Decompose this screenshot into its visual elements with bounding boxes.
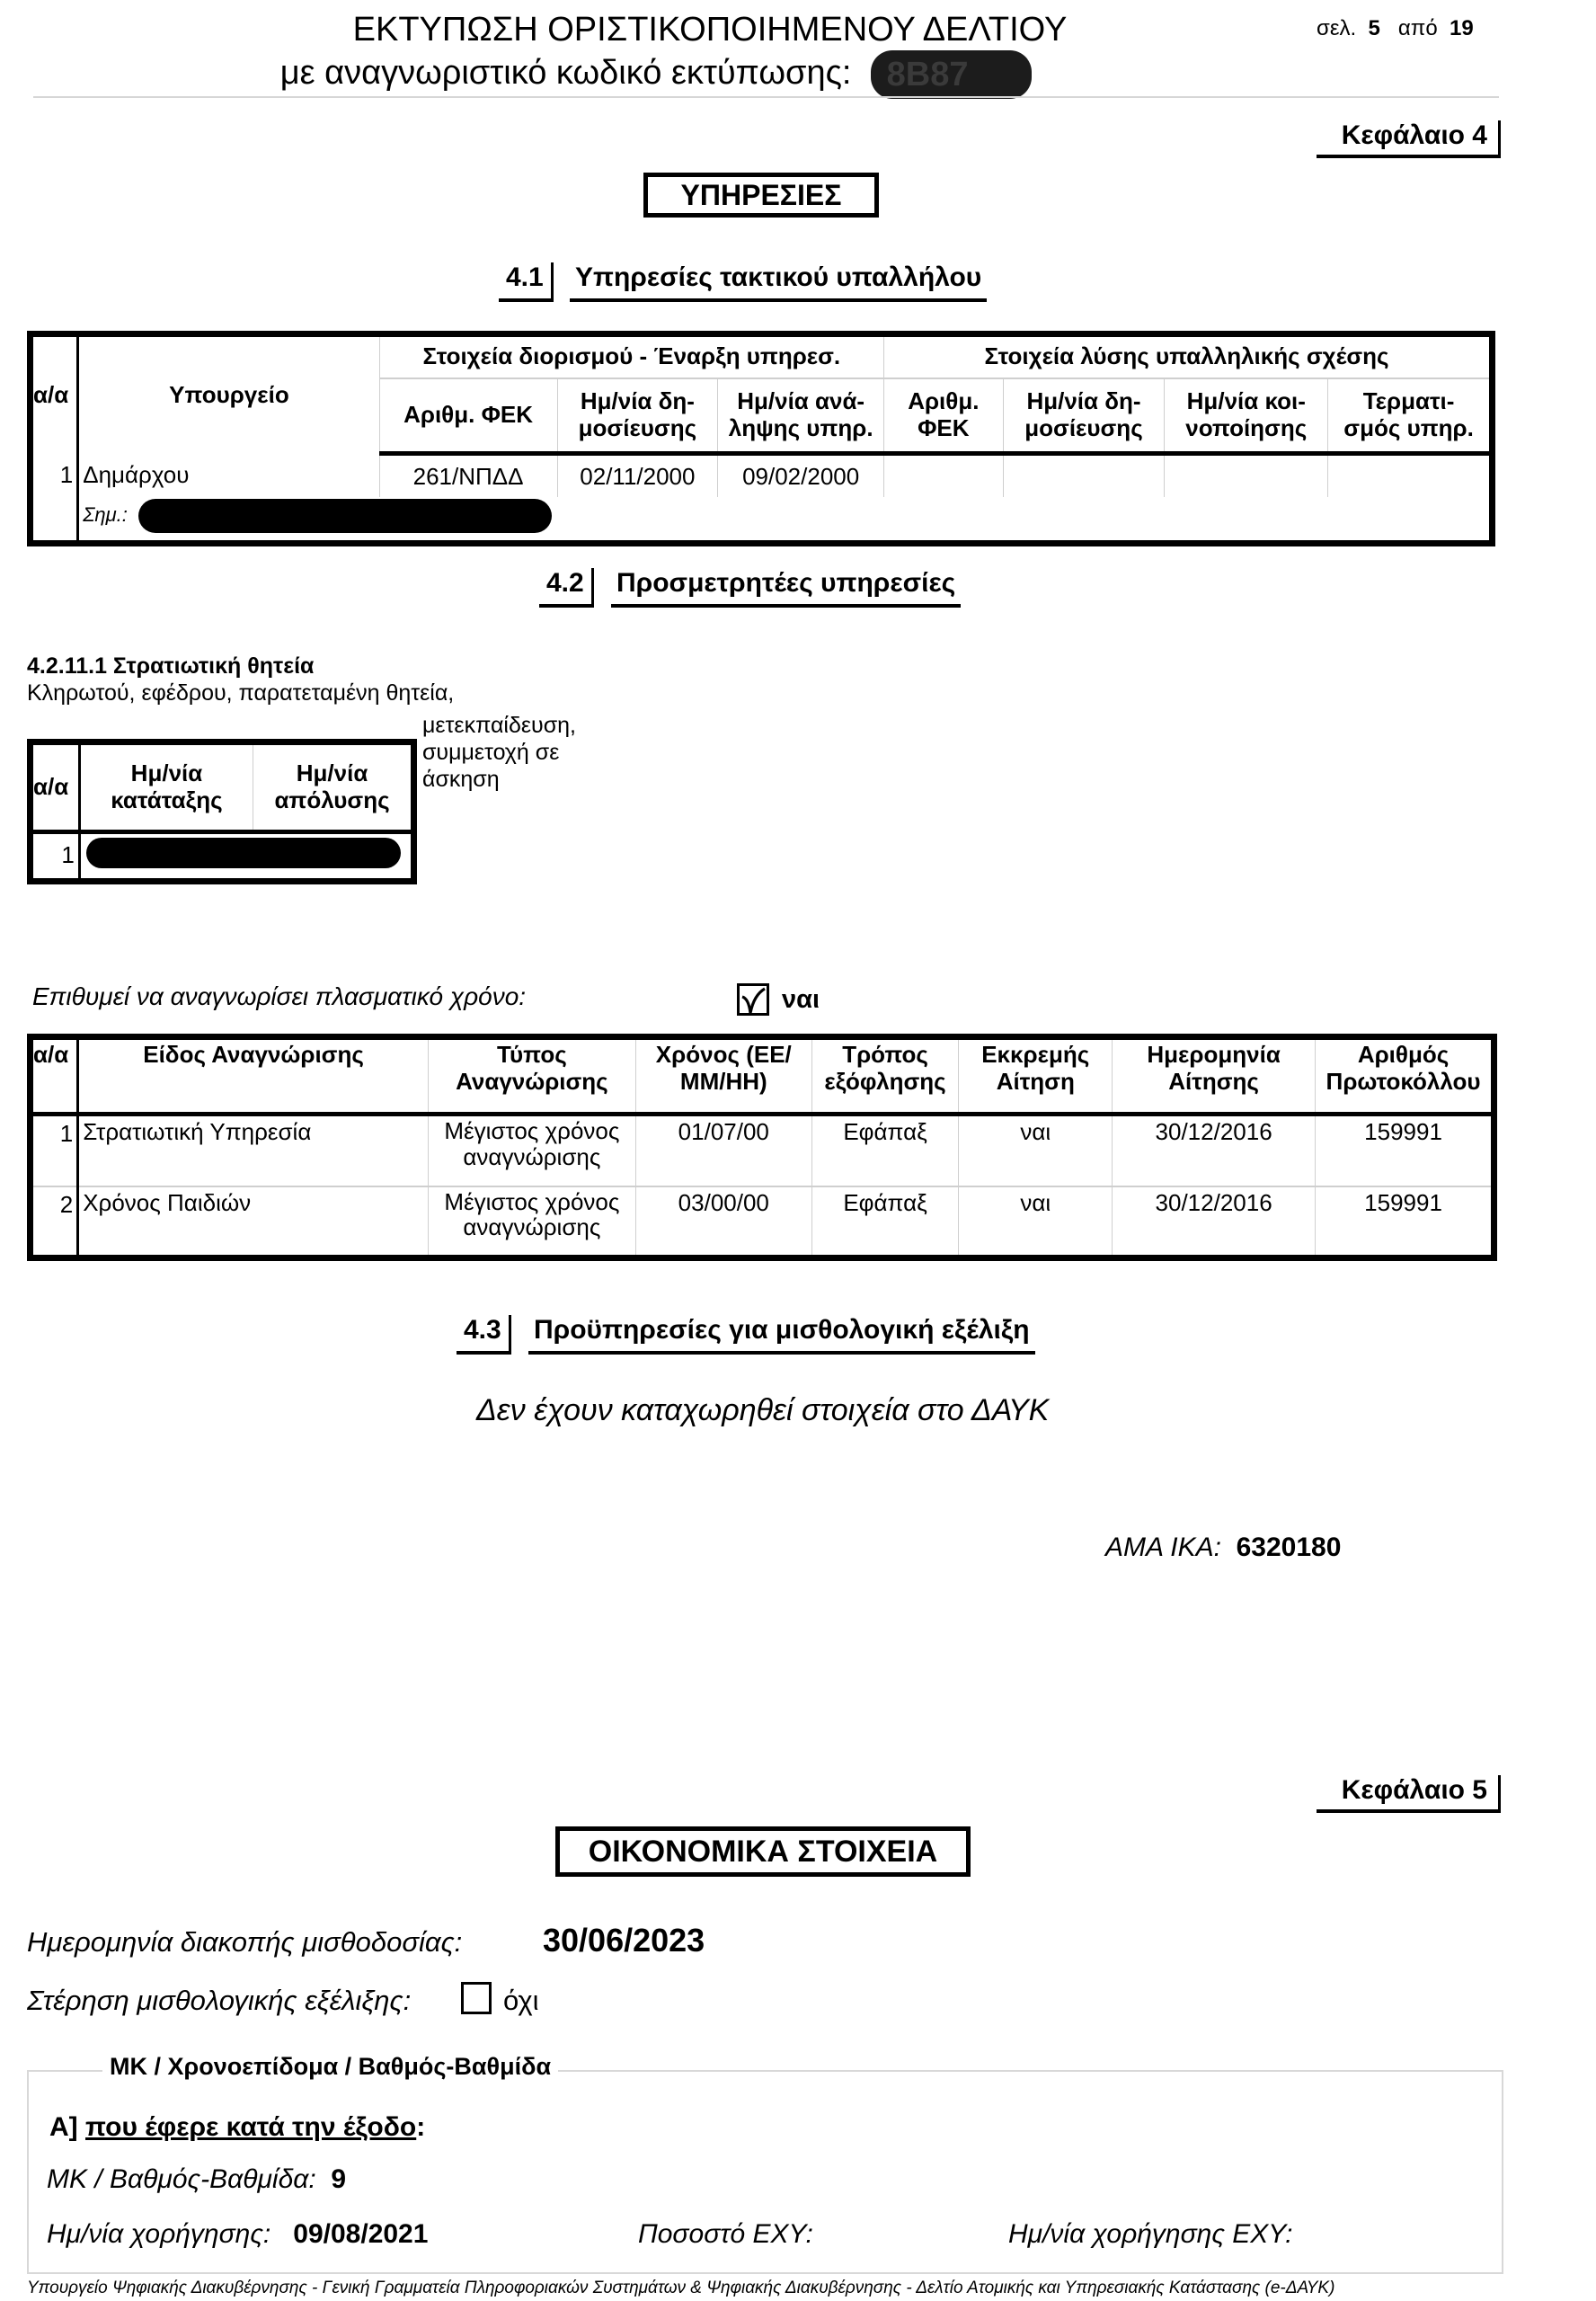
military-service-table [27,739,417,884]
print-code-line [0,50,1366,99]
document-title [0,11,1420,49]
note-label: Σημ.: [83,502,128,526]
chapter-4-label: Κεφάλαιο 4 [1317,120,1501,158]
row-note [78,497,1493,544]
part-a-title: που έφερε κατά την έξοδο [85,2112,417,2142]
redaction-mark [86,838,401,868]
row-aa: 1 [31,454,78,497]
row-time: 01/07/00 [635,1115,811,1186]
ama-ika-label: ΑΜΑ ΙΚΑ: [1105,1533,1221,1562]
section-4-3-number: 4.3 [457,1315,511,1355]
row-request-date: 30/12/2016 [1113,1115,1316,1186]
payroll-stop-label: Ημερομηνία διακοπής μισθοδοσίας: [27,1926,463,1958]
virtual-time-label: Επιθυμεί να αναγνωρίσει πλασματικό χρόνο: [32,982,527,1010]
page-prefix: σελ. [1317,16,1357,40]
row-payment: Εφάπαξ [811,1186,959,1258]
chapter-4-title: ΥΠΗΡΕΣΙΕΣ [643,173,879,218]
col-type: Τύπος Αναγνώρισης [428,1037,635,1115]
salary-deprivation-value: όχι [503,1985,539,2016]
grant-date-row [47,2219,428,2250]
row-term-fek [884,454,1004,497]
row-publication-date: 02/11/2000 [557,454,718,497]
col-discharge-date: Ημ/νία απόλυσης [253,742,414,832]
row-time: 03/00/00 [635,1186,811,1258]
row-term-notification [1165,454,1328,497]
table-row [31,1186,1494,1258]
col-kind: Είδος Αναγνώρισης [78,1037,429,1115]
grant-date-value: 09/08/2021 [293,2219,429,2249]
section-4-2-title: Προσμετρητέες υπηρεσίες [611,568,961,608]
row-fek: 261/ΝΠΔΔ [379,454,557,497]
checkmark-icon [740,986,767,1013]
subsection-military-desc-side [422,712,576,793]
page-footer: Υπουργείο Ψηφιακής Διακυβέρνησης - Γενική Γραμματεία Πληροφοριακών Συστημάτων & Ψηφιακής Διακυβέρνησης - Δελτίο Ατομικής και Υπηρεσιακής Κατάστασης (e-ΔΑΥΚ) [27,2279,1335,2297]
exy-date-label: Ημ/νία χορήγησης ΕΧΥ: [1008,2219,1293,2249]
table-row [31,454,1493,497]
exy-percent-label: Ποσοστό ΕΧΥ: [638,2219,813,2249]
desc-side-line: μετεκπαίδευση, [422,713,576,738]
page-total: 19 [1450,16,1474,40]
chapter-5-label: Κεφάλαιο 5 [1317,1775,1501,1813]
col-appointment-start: Ημ/νία ανά- ληψης υπηρ. [718,378,884,454]
section-4-3-empty-message: Δεν έχουν καταχωρηθεί στοιχεία στο ΔΑΥΚ [476,1393,1050,1427]
grade-value: 9 [331,2164,347,2194]
col-aa: α/α [31,742,80,832]
col-time: Χρόνος (ΕΕ/ΜΜ/ΗΗ) [635,1037,811,1115]
grade-fieldset-legend: ΜΚ / Χρονοεπίδομα / Βαθμός-Βαθμίδα [102,2053,558,2081]
header-divider [33,96,1499,98]
col-payment: Τρόπος εξόφλησης [811,1037,959,1115]
row-payment: Εφάπαξ [811,1115,959,1186]
row-ministry: Δημάρχου [83,460,190,488]
col-request-date: Ημερομηνία Αίτησης [1113,1037,1316,1115]
document-title-text: ΕΚΤΥΠΩΣΗ ΟΡΙΣΤΙΚΟΠΟΙΗΜΕΝΟΥ ΔΕΛΤΙΟΥ [352,11,1068,49]
row-type: Μέγιστος χρόνος αναγνώρισης [428,1186,635,1258]
virtual-time-checkbox[interactable] [737,983,769,1016]
page-indicator [1317,16,1474,41]
grade-label: ΜΚ / Βαθμός-Βαθμίδα: [47,2164,316,2194]
table-row [31,832,414,882]
payroll-stop-value: 30/06/2023 [543,1922,705,1959]
ama-ika [1105,1533,1341,1563]
row-aa: 1 [31,832,80,882]
section-4-3-title: Προϋπηρεσίες για μισθολογική εξέλιξη [528,1315,1035,1355]
col-aa: α/α [31,1037,78,1115]
col-protocol: Αριθμός Πρωτοκόλλου [1316,1037,1494,1115]
row-kind: Στρατιωτική Υπηρεσία [78,1115,429,1186]
chapter-5-title: ΟΙΚΟΝΟΜΙΚΑ ΣΤΟΙΧΕΙΑ [555,1826,971,1877]
subsection-military-desc: Κληρωτού, εφέδρου, παρατεταμένη θητεία, [27,680,455,706]
row-type: Μέγιστος χρόνος αναγνώρισης [428,1115,635,1186]
col-termination-end: Τερματι- σμός υπηρ. [1328,378,1493,454]
col-aa: α/α [31,334,78,454]
col-appointment-publication: Ημ/νία δη- μοσίευσης [557,378,718,454]
row-start-date: 09/02/2000 [718,454,884,497]
subsection-military-title: 4.2.11.1 Στρατιωτική θητεία [27,653,315,679]
col-ministry: Υπουργείο [169,380,289,408]
col-termination-notification: Ημ/νία κοι- νοποίησης [1165,378,1328,454]
col-appointment-fek: Αριθμ. ΦΕΚ [379,378,557,454]
section-4-2-number: 4.2 [539,568,594,608]
print-code-label: με αναγνωριστικό κωδικό εκτύπωσης: [279,54,852,93]
services-table [27,331,1495,546]
row-kind: Χρόνος Παιδιών [83,1188,252,1216]
desc-side-line: συμμετοχή σε [422,740,560,765]
col-enlist-date: Ημ/νία κατάταξης [79,742,253,832]
col-termination-fek: Αριθμ. ΦΕΚ [884,378,1004,454]
part-a-colon: : [416,2112,426,2142]
recognition-table [27,1034,1497,1261]
table-row [31,1115,1494,1186]
page-current: 5 [1368,16,1380,40]
part-a-heading [49,2112,425,2143]
part-a-prefix: Α] [49,2112,78,2142]
col-termination-publication: Ημ/νία δη- μοσίευσης [1003,378,1165,454]
salary-deprivation-label: Στέρηση μισθολογικής εξέλιξης: [27,1985,412,2016]
row-protocol: 159991 [1316,1115,1494,1186]
note-redacted [138,499,552,533]
grant-date-label: Ημ/νία χορήγησης: [47,2219,271,2249]
col-pending: Εκκρεμής Αίτηση [959,1037,1113,1115]
salary-deprivation-checkbox[interactable] [461,1982,492,2014]
grade-row [47,2164,346,2195]
row-aa: 2 [31,1186,78,1258]
section-4-1-number: 4.1 [499,262,554,302]
desc-side-line: άσκηση [422,767,500,792]
row-term-publication [1003,454,1165,497]
print-code-value: 8B87 [886,56,969,93]
print-code-redacted [871,50,1033,99]
page-of: από [1397,16,1438,40]
section-4-1-title: Υπηρεσίες τακτικού υπαλλήλου [570,262,987,302]
group-appointment: Στοιχεία διορισμού - Έναρξη υπηρεσ. [379,334,883,378]
row-protocol: 159991 [1316,1186,1494,1258]
row-pending: ναι [959,1115,1113,1186]
group-termination: Στοιχεία λύσης υπαλληλικής σχέσης [884,334,1493,378]
row-term-end [1328,454,1493,497]
row-aa: 1 [31,1115,78,1186]
virtual-time-value: ναι [782,985,820,1014]
row-dates-redacted [79,832,413,882]
row-pending: ναι [959,1186,1113,1258]
row-request-date: 30/12/2016 [1113,1186,1316,1258]
ama-ika-value: 6320180 [1236,1533,1342,1562]
